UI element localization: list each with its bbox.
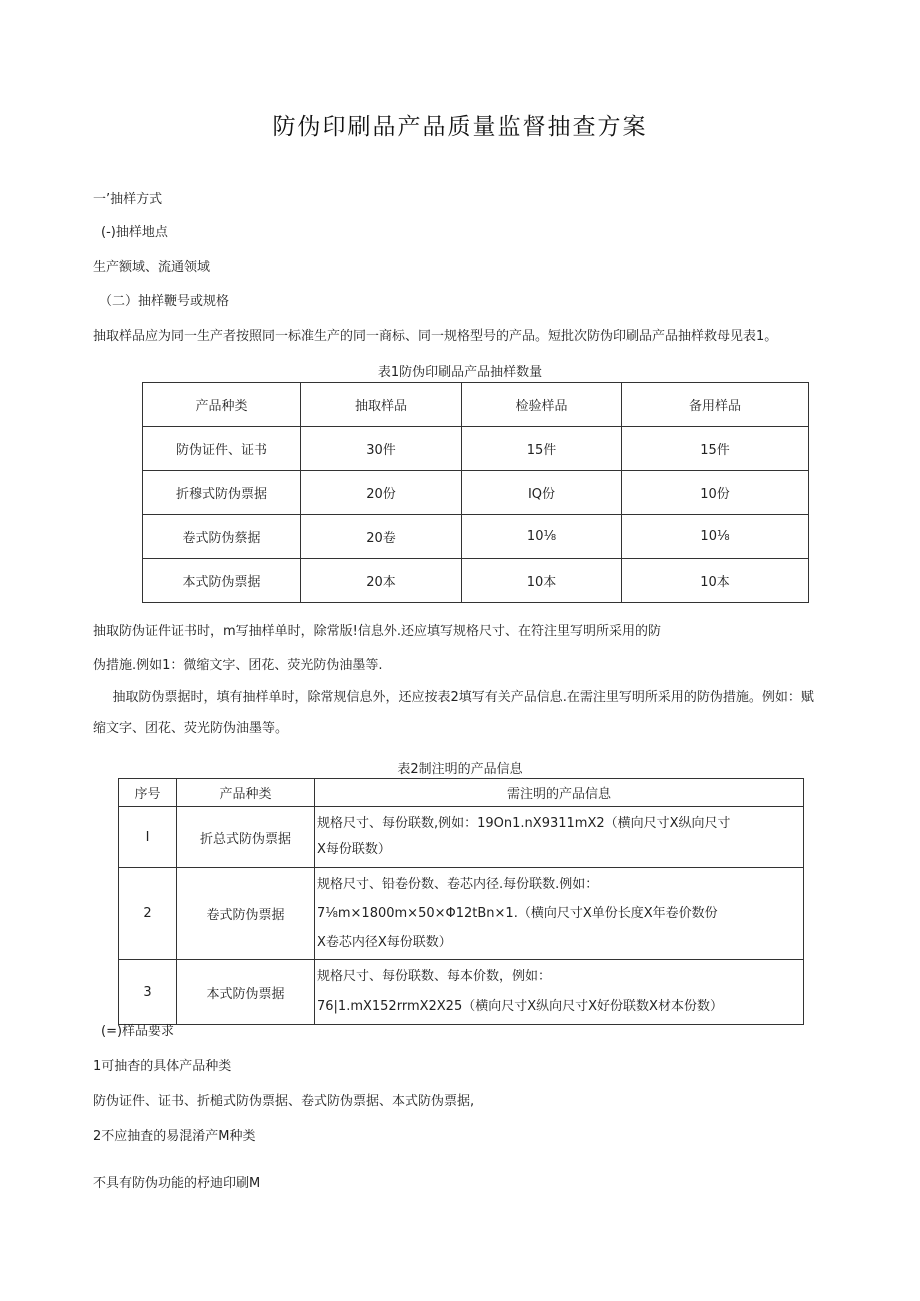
info-line: 规格尺寸、每份联数、每本价数，例如： [317,969,552,984]
table-cell: 10份 [622,471,809,515]
info-line: X卷芯内径X每份联数） [317,935,452,950]
info-line: 规格尺寸、每份联数,例如：19On1.nX9311mX2（横向尺寸X纵向尺寸 [317,816,731,831]
requirement-item-1: 1可抽杳的具体产品种类 [93,1059,232,1074]
ticket-note-paragraph: 抽取防伪票据时，填有抽样单时，除常规信息外，还应按表2填写有关产品信息.在需注里写明所采用的防伪措施。例如：赋缩文字、团花、荧光防伪油墨等。 [93,690,814,736]
table-header-cell: 检验样品 [462,383,622,427]
table-header-cell: 抽取样品 [301,383,462,427]
subheading-sampling-location: (-)抽样地点 [101,225,168,240]
table-header-cell: 备用样品 [622,383,809,427]
certificate-note-line2: 伪措施.例如1：微缩文字、团花、荧光防伪油墨等. [93,658,383,673]
table-cell: 20本 [301,559,462,603]
table2-caption: 表2制注明的产品信息 [397,762,523,777]
table-cell: IQ份 [462,471,622,515]
table-row [119,868,804,960]
table-cell-type: 折总式防伪票据 [177,807,315,868]
table-cell: 折穆式防伪票据 [143,471,301,515]
table-header-row [119,779,804,807]
product-info-table [118,778,804,1025]
requirement-item-2-text: 不具有防伪功能的杼迪印刷M [93,1176,261,1191]
table-cell-number: 2 [119,868,177,960]
table-cell: 10本 [622,559,809,603]
table-cell-number: 3 [119,960,177,1025]
table-row [143,559,809,603]
sampling-quantity-table [142,382,809,603]
table-header-cell: 需注明的产品信息 [315,779,804,807]
table-cell: 防伪证件、证书 [143,427,301,471]
requirement-item-2: 2不应抽査的易混淆产M种类 [93,1129,256,1144]
table-row [119,960,804,1025]
table-cell: 卷式防伪蔡据 [143,515,301,559]
table-cell: 本式防伪票据 [143,559,301,603]
table-header-row [143,383,809,427]
table-cell-type: 本式防伪票据 [177,960,315,1025]
table-cell: 10⅛ [622,515,809,559]
info-line: X每份联数） [317,842,391,857]
info-line: 76|1.mX152rrmX2X25（横向尺寸X纵向尺寸X好份联数X材本份数） [317,999,723,1014]
sampling-model-text: 抽取样品应为同一生产者按照同一标准生产的同一商标、同一规格型号的产品。短批次防伪印刷品产品抽样救母见表1。 [93,329,778,344]
table-cell: 10⅛ [462,515,622,559]
subheading-sampling-model: （二）抽样鞭号或规格 [99,294,230,309]
table-row [143,427,809,471]
sampling-location-text: 生产额域、流通领域 [93,260,211,275]
table-header-cell: 产品种类 [143,383,301,427]
table-cell-number: I [119,807,177,868]
table1-caption: 表1防伪印刷品产品抽样数量 [377,365,543,380]
info-line: 规格尺寸、铅卷份数、卷芯内径.每份联数.例如： [317,877,599,892]
table-cell: 20份 [301,471,462,515]
table-cell: 15件 [622,427,809,471]
section-heading-sampling-method: 一’抽样方式 [93,192,163,207]
certificate-note-line1: 抽取防伪证件证书时，m写抽样单时，除常版!信息外.还应填写规格尺寸、在符注里写明所采用的防 [93,624,662,639]
requirement-item-1-text: 防伪证件、证书、折槌式防伪票据、卷式防伪票据、本式防伪票据, [93,1094,475,1109]
table-cell: 20卷 [301,515,462,559]
table-cell: 15件 [462,427,622,471]
page-title: 防伪印刷品产品质量监督抽查方案 [272,114,648,140]
table-cell: 10本 [462,559,622,603]
info-line: 7⅛m×1800m×50×Φ12tBn×1.（横向尺寸X单份长度X年卷价数份 [317,906,718,921]
table-row [143,471,809,515]
subheading-sample-requirements: (=)样品要求 [101,1024,175,1039]
table-cell-info [315,807,804,868]
table-cell: 30件 [301,427,462,471]
table-row [119,807,804,868]
table-header-cell: 序号 [119,779,177,807]
table-cell-type: 卷式防伪票据 [177,868,315,960]
table-row [143,515,809,559]
table-cell-info [315,960,804,1025]
table-cell-info [315,868,804,960]
table-header-cell: 产品种类 [177,779,315,807]
